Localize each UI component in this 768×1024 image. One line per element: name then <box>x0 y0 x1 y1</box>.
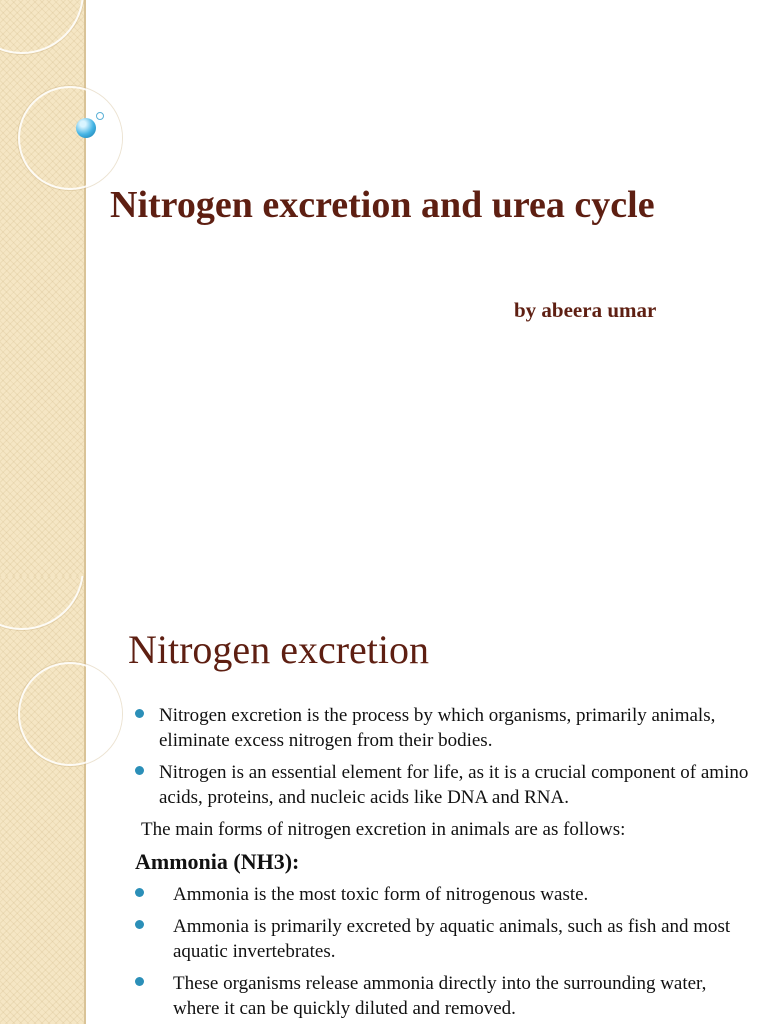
list-item: Ammonia is the most toxic form of nitrogenous waste. <box>135 882 750 907</box>
subheading: Ammonia (NH3): <box>135 849 300 874</box>
band-edge-line <box>84 576 86 1024</box>
decorative-ring-icon <box>18 86 122 190</box>
bullet-list <box>135 703 750 810</box>
band-edge-line <box>84 0 86 576</box>
list-item: Nitrogen is an essential element for life, as it is a crucial component of amino acids, proteins, and nucleic acids like DNA and RNA. <box>135 760 750 810</box>
content-slide <box>0 576 768 1024</box>
decorative-ring-icon <box>18 662 122 766</box>
list-item: Ammonia is primarily excreted by aquatic animals, such as fish and most aquatic invertebrates. <box>135 914 750 964</box>
ammonia-bullet-list <box>135 882 750 1021</box>
list-item: Nitrogen excretion is the process by which organisms, primarily animals, eliminate excess nitrogen from their bodies. <box>135 703 750 753</box>
decorative-side-band <box>0 576 84 1024</box>
slide-body <box>135 703 750 1024</box>
blue-orb-icon <box>76 118 96 138</box>
intro-text: The main forms of nitrogen excretion in animals are as follows: <box>141 819 626 840</box>
list-item: These organisms release ammonia directly into the surrounding water, where it can be quickly diluted and removed. <box>135 971 750 1021</box>
small-orb-icon <box>96 112 104 120</box>
slide-author: by abeera umar <box>514 298 657 322</box>
slide-title: Nitrogen excretion and urea cycle <box>110 184 655 226</box>
slide-heading: Nitrogen excretion <box>128 627 429 672</box>
